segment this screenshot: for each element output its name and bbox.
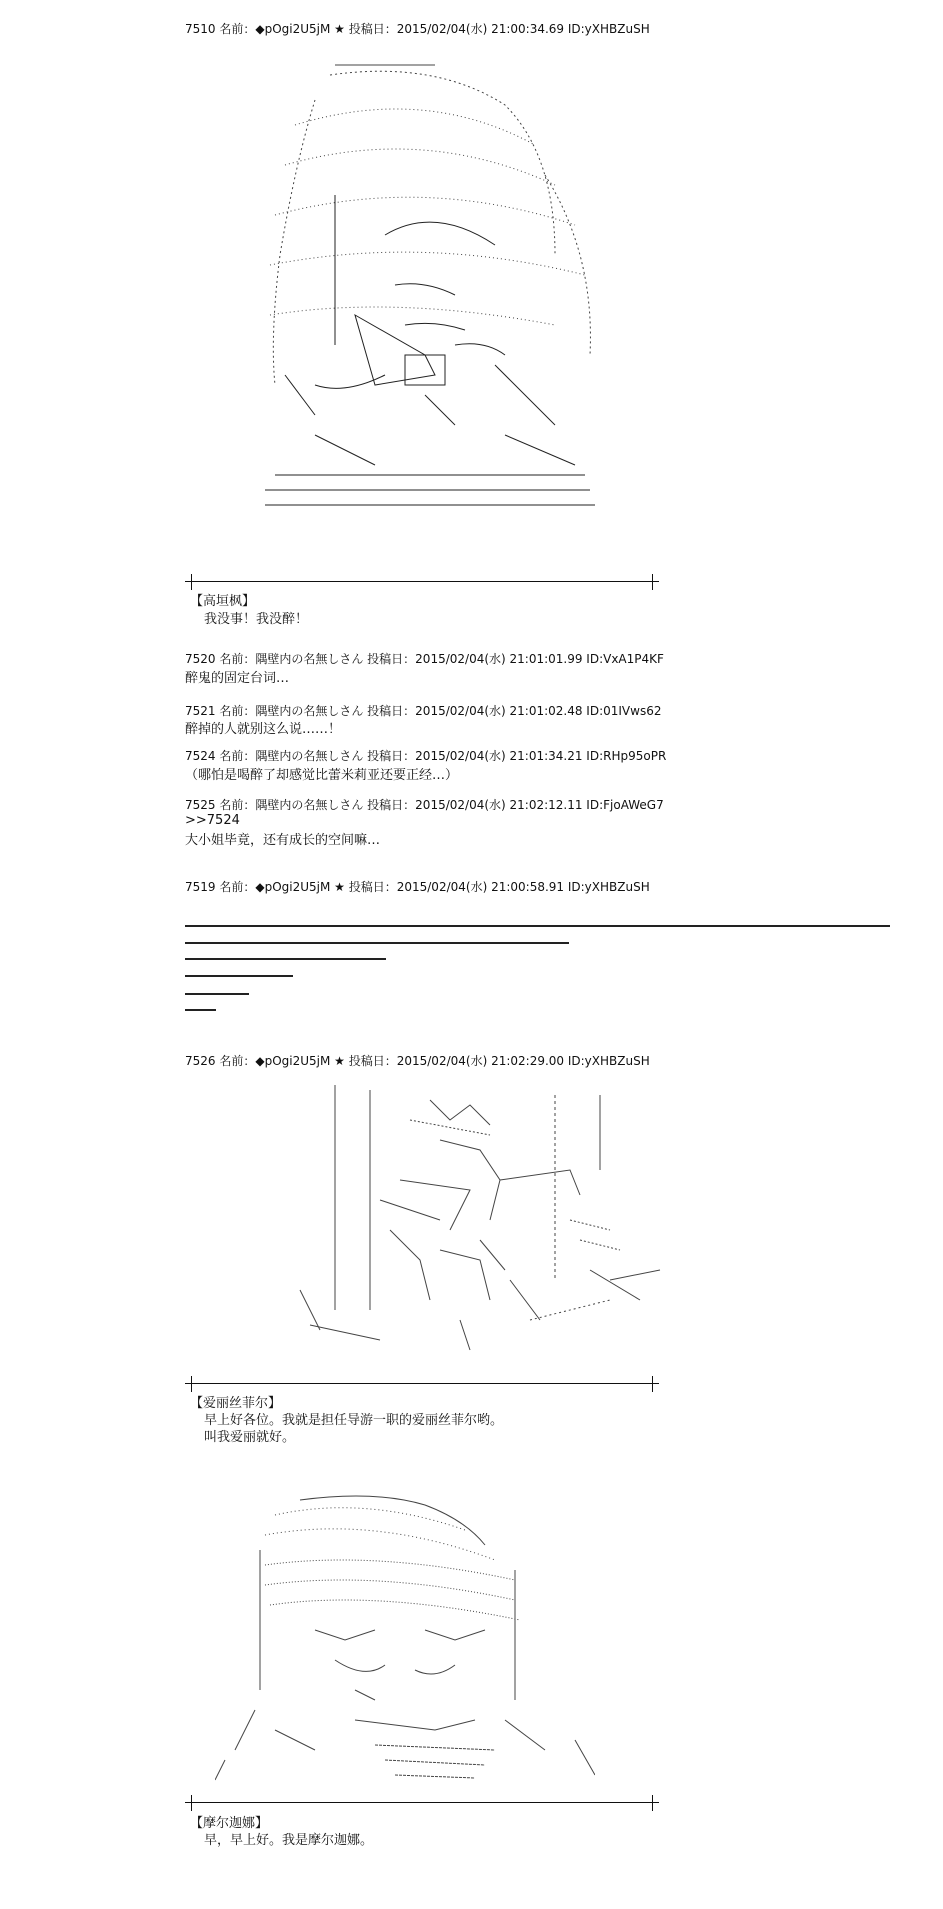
post-header: 7526 名前：◆pOgi2U5jM ★ 投稿日：2015/02/04(水) 21:02:29.00 ID:yXHBZuSH: [185, 1054, 650, 1068]
horizontal-rule: [185, 925, 890, 927]
post-header: 7520 名前：隅壁内の名無しさん 投稿日：2015/02/04(水) 21:01:01.99 ID:VxA1P4KF: [185, 652, 664, 666]
speech-line: 叫我爱丽就好。: [204, 1430, 296, 1445]
horizontal-rule: [185, 1009, 216, 1011]
horizontal-rule: [185, 993, 249, 995]
post-body: 醉鬼的固定台词…: [185, 671, 290, 686]
horizontal-rule: [185, 942, 569, 944]
divider: [185, 1793, 659, 1813]
horizontal-rule: [185, 975, 293, 977]
divider: [185, 1374, 659, 1394]
post-header: 7525 名前：隅壁内の名無しさん 投稿日：2015/02/04(水) 21:02:12.11 ID:FjoAWeG7: [185, 798, 664, 812]
post-body: 醉掉的人就别这么说……！: [185, 722, 342, 737]
horizontal-rule: [185, 958, 386, 960]
ascii-art-morgiana: [215, 1490, 595, 1790]
divider: [185, 572, 659, 592]
post-header: 7524 名前：隅壁内の名無しさん 投稿日：2015/02/04(水) 21:01:34.21 ID:RHp95oPR: [185, 749, 667, 763]
ascii-art-girl-drinking: [255, 55, 605, 565]
speaker-name: 【摩尔迦娜】: [190, 1816, 269, 1831]
reply-link[interactable]: >>7524: [185, 813, 240, 828]
speech-line: 我没事！我没醉！: [204, 612, 309, 627]
post-body: （哪怕是喝醉了却感觉比蕾米莉亚还要正经…）: [185, 768, 459, 783]
speech-line: 早，早上好。我是摩尔迦娜。: [204, 1833, 374, 1848]
post-header: 7510 名前：◆pOgi2U5jM ★ 投稿日：2015/02/04(水) 21:00:34.69 ID:yXHBZuSH: [185, 22, 650, 36]
speech-line: 早上好各位。我就是担任导游一职的爱丽丝菲尔哟。: [204, 1413, 504, 1428]
post-header: 7521 名前：隅壁内の名無しさん 投稿日：2015/02/04(水) 21:01:02.48 ID:01IVws62: [185, 704, 662, 718]
post-header: 7519 名前：◆pOgi2U5jM ★ 投稿日：2015/02/04(水) 21:00:58.91 ID:yXHBZuSH: [185, 880, 650, 894]
speaker-name: 【爱丽丝菲尔】: [190, 1396, 282, 1411]
speaker-name: 【高垣枫】: [190, 594, 256, 609]
ascii-art-irisviel: [290, 1080, 690, 1380]
post-body: 大小姐毕竟，还有成长的空间嘛…: [185, 833, 381, 848]
